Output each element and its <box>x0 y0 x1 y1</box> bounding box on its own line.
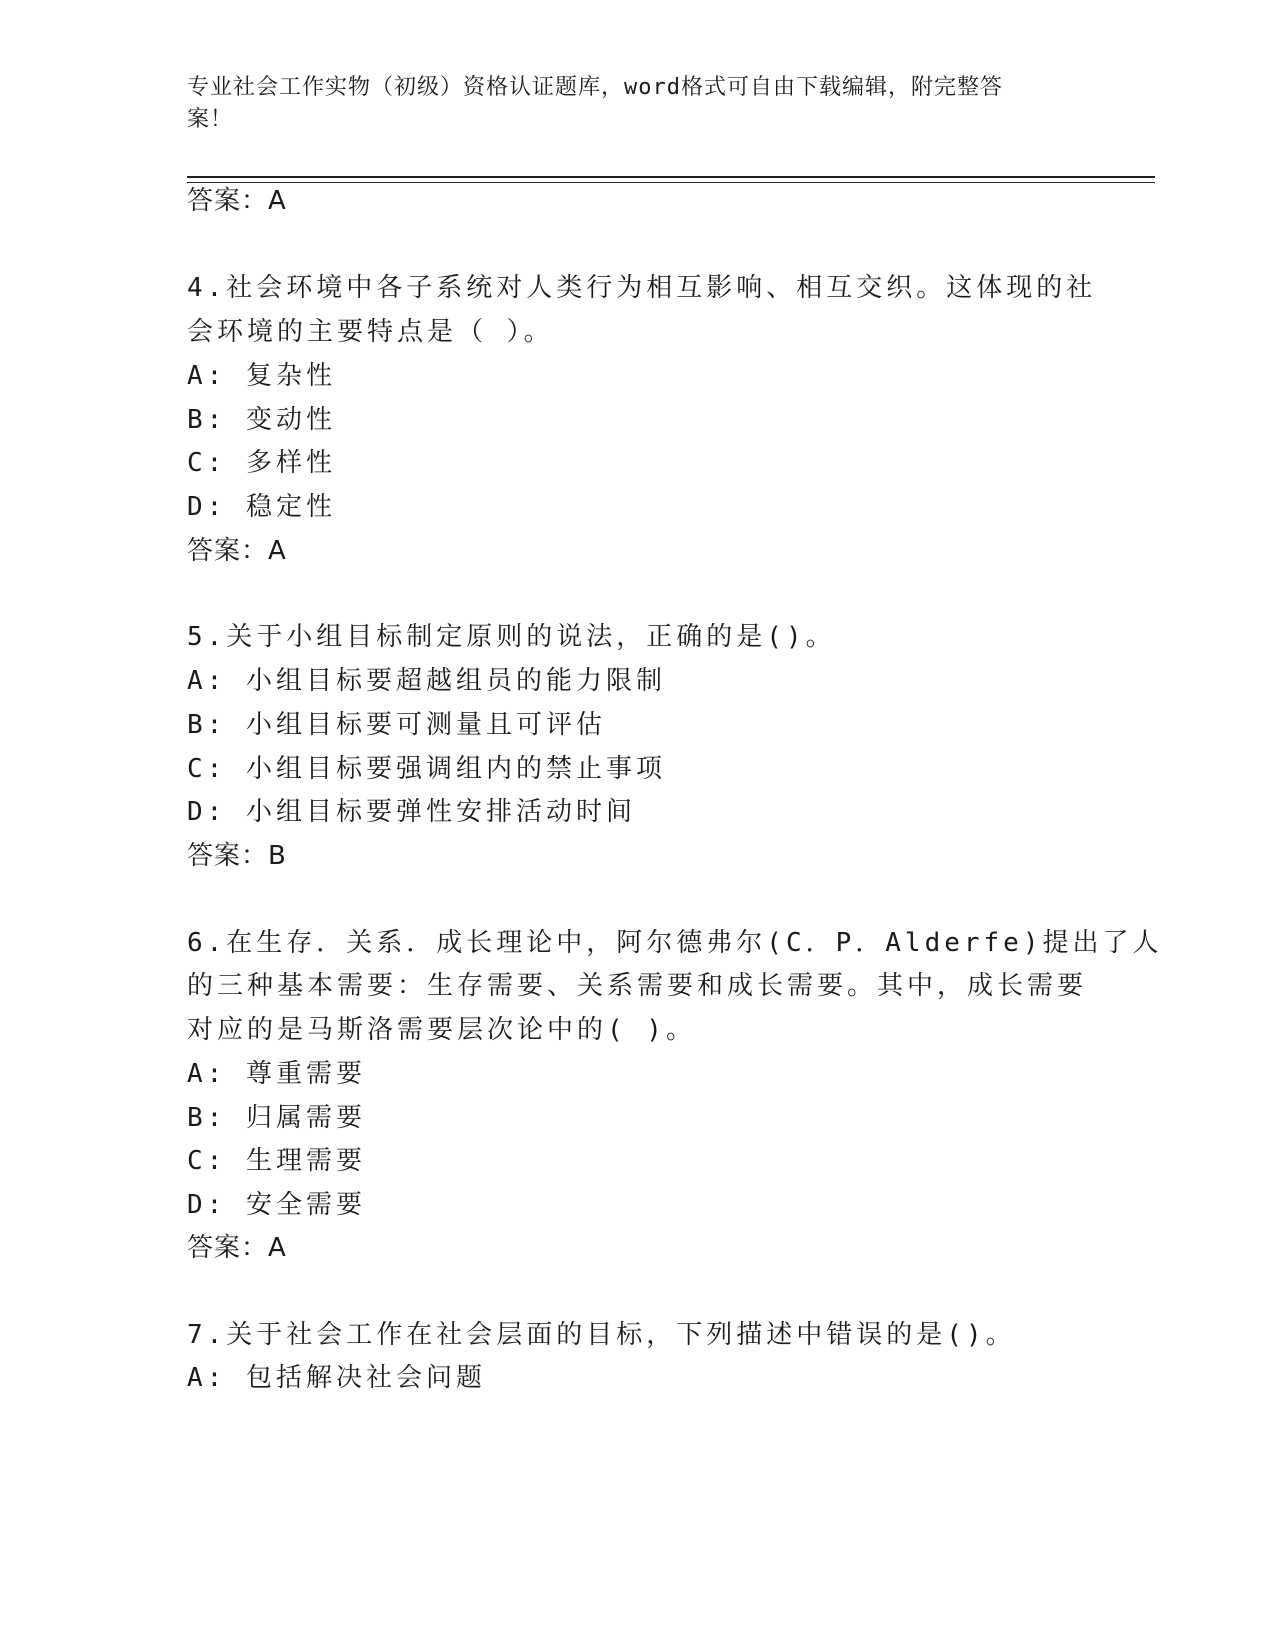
q4-option-c: C: 多样性 <box>187 448 336 478</box>
q6-stem-line-3: 对应的是马斯洛需要层次论中的( )。 <box>187 1015 696 1045</box>
q4-option-b: B: 变动性 <box>187 405 336 435</box>
q3-answer: 答案：A <box>187 186 287 216</box>
q5-option-a: A: 小组目标要超越组员的能力限制 <box>187 666 666 696</box>
q4-stem-line-2: 会环境的主要特点是（ ）。 <box>187 317 554 347</box>
q5-answer: 答案：B <box>187 841 287 871</box>
q5-option-c: C: 小组目标要强调组内的禁止事项 <box>187 754 666 784</box>
q7-stem-line-1: 7.关于社会工作在社会层面的目标，下列描述中错误的是()。 <box>187 1320 1016 1350</box>
q4-stem-line-1: 4.社会环境中各子系统对人类行为相互影响、相互交织。这体现的社 <box>187 273 1097 303</box>
q6-option-d: D: 安全需要 <box>187 1190 366 1220</box>
q6-option-b: B: 归属需要 <box>187 1103 366 1133</box>
q6-option-c: C: 生理需要 <box>187 1146 366 1176</box>
q4-answer: 答案：A <box>187 536 287 566</box>
q6-stem-line-2: 的三种基本需要：生存需要、关系需要和成长需要。其中，成长需要 <box>187 971 1088 1001</box>
q7-option-a: A: 包括解决社会问题 <box>187 1363 486 1393</box>
header-rule-thin <box>187 182 1155 183</box>
header-line-1: 专业社会工作实物（初级）资格认证题库，word格式可自由下载编辑，附完整答 <box>187 75 1003 100</box>
q6-option-a: A: 尊重需要 <box>187 1059 366 1089</box>
q5-stem-line-1: 5.关于小组目标制定原则的说法，正确的是()。 <box>187 622 836 652</box>
q5-option-b: B: 小组目标要可测量且可评估 <box>187 710 606 740</box>
q6-stem-line-1: 6.在生存．关系．成长理论中，阿尔德弗尔(C．P．Alderfe)提出了人 <box>187 928 1163 958</box>
header-rule-thick <box>187 176 1155 178</box>
q4-option-a: A: 复杂性 <box>187 361 336 391</box>
q6-answer: 答案：A <box>187 1233 287 1263</box>
header-line-2: 案！ <box>187 107 234 132</box>
document-header <box>187 72 1067 136</box>
q4-option-d: D: 稳定性 <box>187 492 336 522</box>
q5-option-d: D: 小组目标要弹性安排活动时间 <box>187 797 636 827</box>
